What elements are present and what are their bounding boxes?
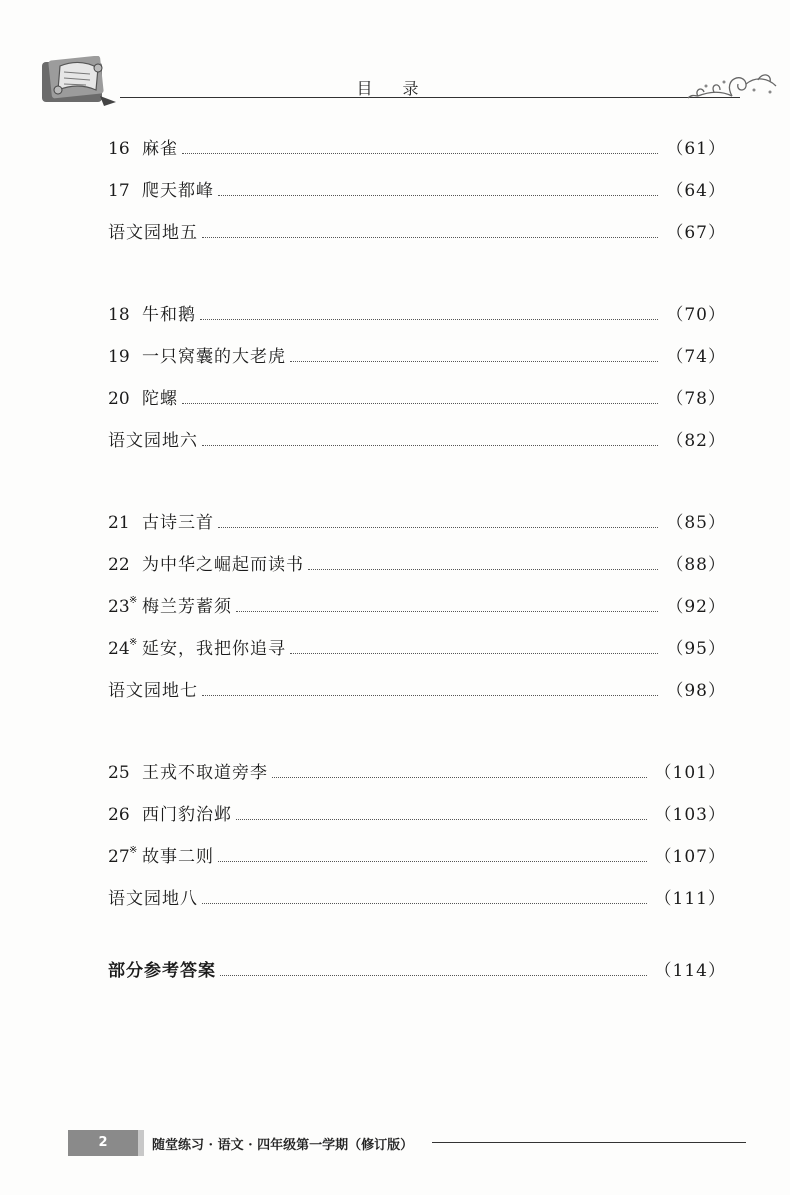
dot-leader	[308, 569, 658, 570]
toc-entry-number: 21	[108, 513, 130, 533]
toc-entry-page: （103）	[654, 805, 726, 825]
toc-entry	[108, 340, 726, 368]
toc-entry-title: 古诗三首	[142, 513, 214, 533]
toc-entry	[108, 216, 726, 244]
dot-leader	[236, 611, 658, 612]
dot-leader	[218, 861, 647, 862]
toc-entry-title: 梅兰芳蓄须	[142, 597, 232, 617]
toc-entry-number: 27 ※	[108, 846, 142, 868]
toc-entry-title: 语文园地八	[108, 889, 198, 909]
toc-entry-number: 17	[108, 181, 130, 201]
toc-entry-page: （88）	[666, 555, 726, 575]
toc-entry-page: （67）	[666, 223, 726, 243]
footer-book-title: 随堂练习 · 语文 · 四年级第一学期（修订版）	[152, 1138, 414, 1153]
dot-leader	[272, 777, 647, 778]
toc-entry-number: 20	[108, 389, 130, 409]
toc-entry-number: 16	[108, 139, 130, 159]
toc-entry-title: 语文园地七	[108, 681, 198, 701]
toc-entry-title: 爬天都峰	[142, 181, 214, 201]
dot-leader	[202, 445, 658, 446]
toc-entry	[108, 298, 726, 326]
toc-entry	[108, 132, 726, 160]
toc-entry-page: （78）	[666, 389, 726, 409]
dot-leader	[202, 237, 658, 238]
toc-entry-title: 一只窝囊的大老虎	[142, 347, 286, 367]
toc-entry-page: （92）	[666, 597, 726, 617]
toc-entry	[108, 756, 726, 784]
toc-entry-title: 为中华之崛起而读书	[142, 555, 304, 575]
dot-leader	[182, 153, 658, 154]
toc-entry-page: （95）	[666, 639, 726, 659]
toc-entry-title: 故事二则	[142, 847, 214, 867]
toc-entry	[108, 590, 726, 618]
dot-leader	[290, 653, 658, 654]
toc-entry-page: （70）	[666, 305, 726, 325]
toc-entry-title: 西门豹治邺	[142, 805, 232, 825]
toc-entry-number: 26	[108, 805, 130, 825]
toc-entry-number: 23 ※	[108, 596, 142, 618]
optional-lesson-mark: ※	[129, 845, 138, 856]
toc-entry	[108, 382, 726, 410]
dot-leader	[202, 695, 658, 696]
page-header-title: 目录	[356, 79, 449, 98]
dot-leader	[202, 903, 647, 904]
toc-entry-title: 部分参考答案	[108, 961, 216, 981]
toc-entry-title: 牛和鹅	[142, 305, 196, 325]
toc-entry	[108, 954, 726, 982]
toc-entry	[108, 674, 726, 702]
toc-entry-number: 19	[108, 347, 130, 367]
toc-entry-number: 22	[108, 555, 130, 575]
toc-entry	[108, 632, 726, 660]
dot-leader	[218, 527, 658, 528]
toc-entry-page: （61）	[666, 139, 726, 159]
toc-entry-number: 24 ※	[108, 638, 142, 660]
toc-entry-page: （107）	[654, 847, 726, 867]
dot-leader	[218, 195, 658, 196]
toc-entry-title: 麻雀	[142, 139, 178, 159]
toc-entry	[108, 840, 726, 868]
toc-entry-page: （98）	[666, 681, 726, 701]
toc-entry-page: （64）	[666, 181, 726, 201]
toc-entry-number: 25	[108, 763, 130, 783]
toc-entry-title: 陀螺	[142, 389, 178, 409]
toc-entry	[108, 174, 726, 202]
optional-lesson-mark: ※	[129, 595, 138, 606]
dot-leader	[200, 319, 658, 320]
toc-entry-title: 语文园地五	[108, 223, 198, 243]
toc-entry	[108, 548, 726, 576]
optional-lesson-mark: ※	[129, 637, 138, 648]
toc-entry-title: 延安，我把你追寻	[142, 639, 286, 659]
toc-entry	[108, 798, 726, 826]
toc-entry-title: 王戎不取道旁李	[142, 763, 268, 783]
footer-box-accent	[138, 1130, 144, 1156]
toc-entry	[108, 882, 726, 910]
toc-entry-title: 语文园地六	[108, 431, 198, 451]
footer-page-number: 2	[68, 1130, 138, 1156]
toc-entry-page: （114）	[654, 961, 726, 981]
dot-leader	[290, 361, 658, 362]
footer-rule	[432, 1142, 746, 1143]
toc-entry-number: 18	[108, 305, 130, 325]
dot-leader	[236, 819, 647, 820]
toc-entry	[108, 506, 726, 534]
toc-entry-page: （111）	[654, 889, 726, 909]
dot-leader	[220, 975, 647, 976]
toc-entry-page: （85）	[666, 513, 726, 533]
toc-entry-page: （74）	[666, 347, 726, 367]
toc-entry-page: （101）	[654, 763, 726, 783]
dot-leader	[182, 403, 658, 404]
toc-entry-page: （82）	[666, 431, 726, 451]
toc-entry	[108, 424, 726, 452]
